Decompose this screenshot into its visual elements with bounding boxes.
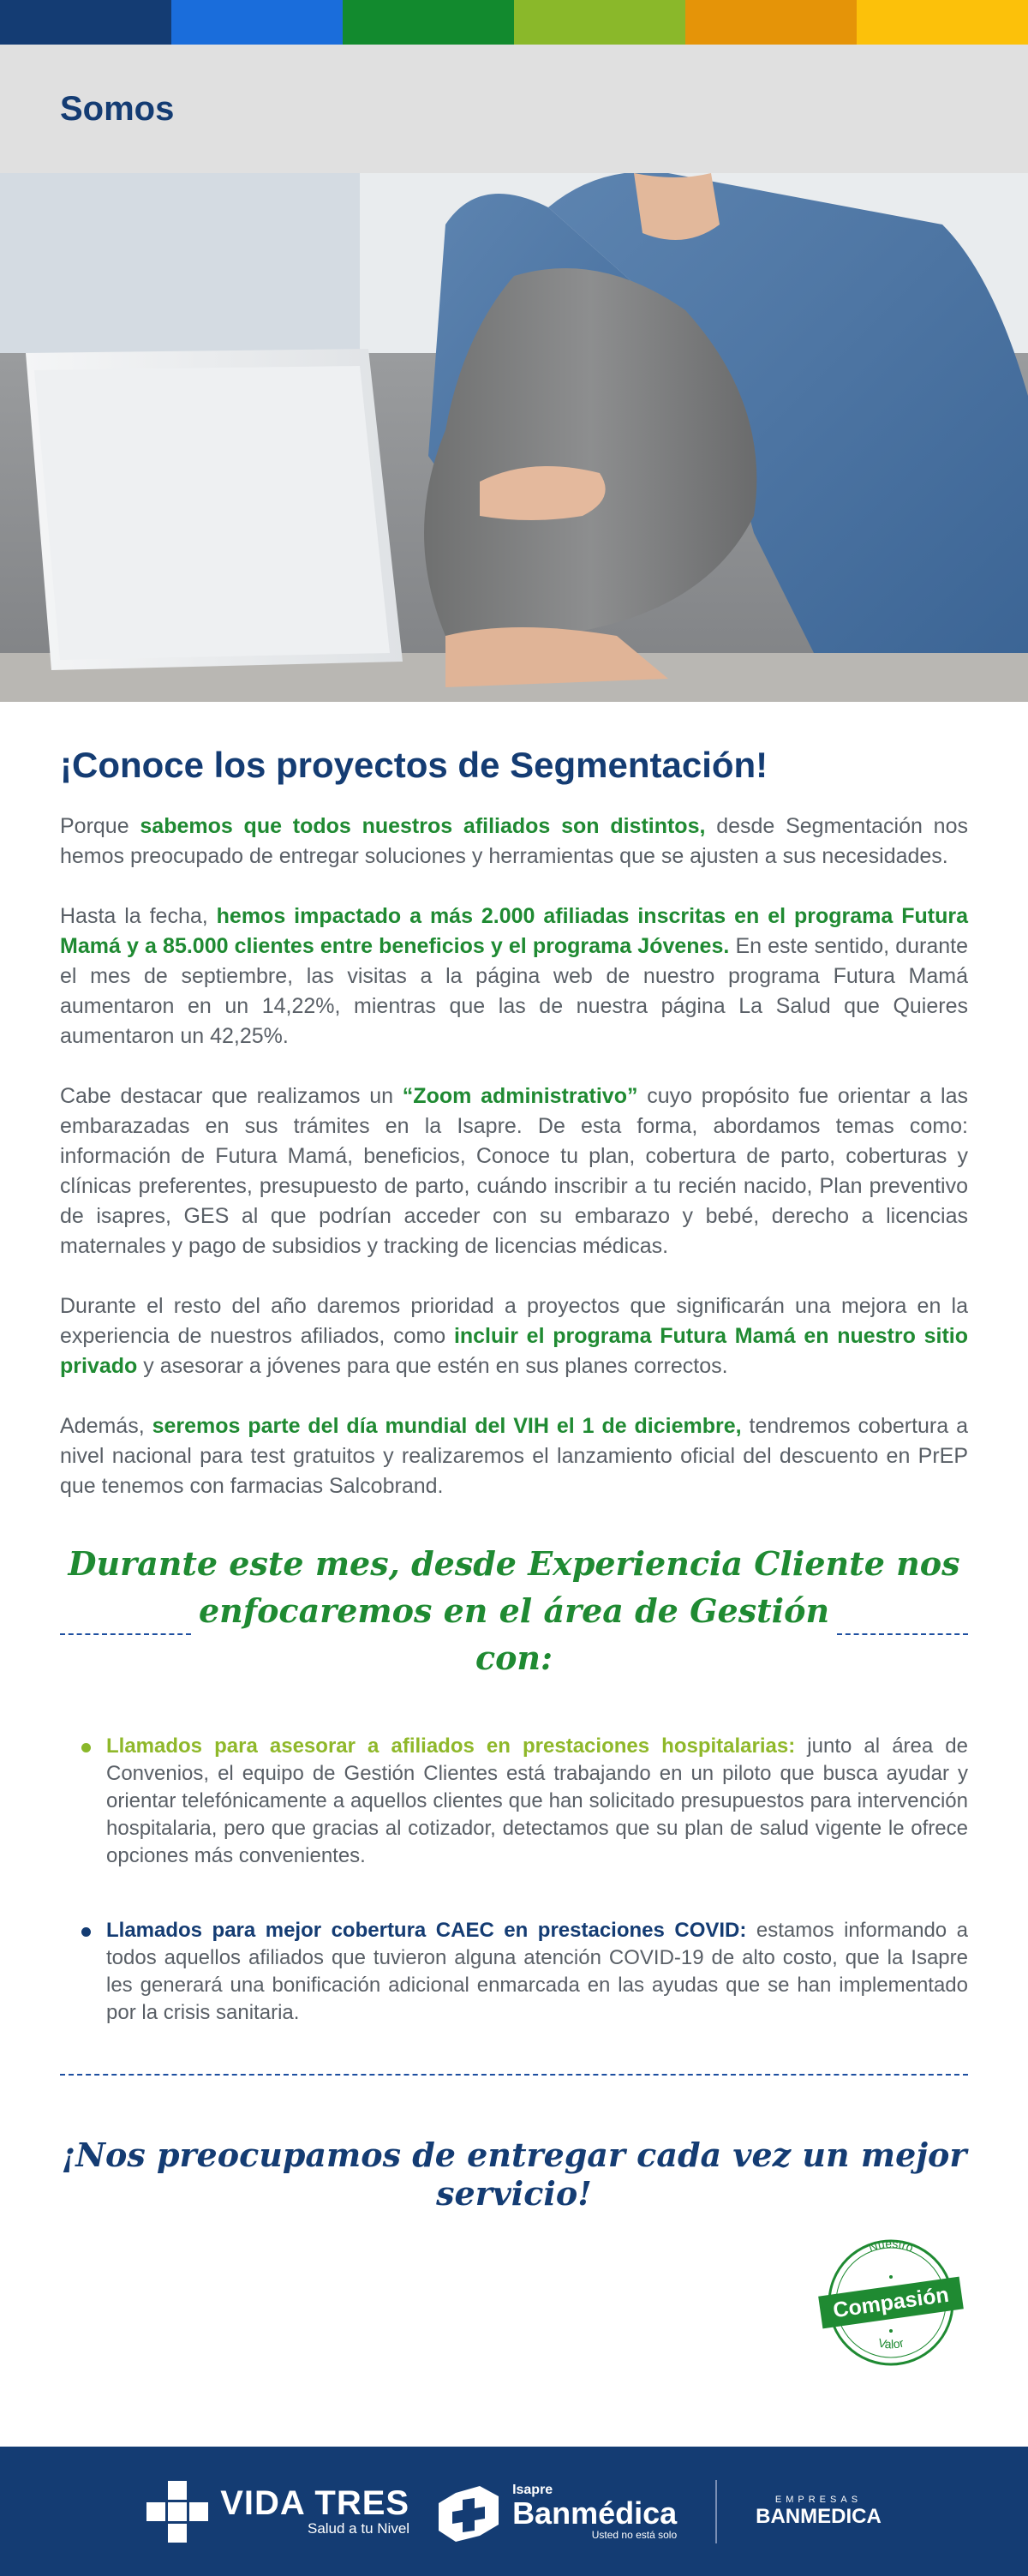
paragraph-text: Durante el resto del año daremos prioridad a proyectos que significarán una mejora en la experiencia de nuestros afiliados, como xyxy=(60,1294,968,1348)
empresas-banmedica-logo[interactable] xyxy=(756,2495,882,2529)
dashed-divider xyxy=(837,1633,968,1635)
banmedica-logo[interactable] xyxy=(430,2477,677,2546)
list-item-body: junto al área de Convenios, el equipo de Gestión Clientes está trabajando en un piloto que busca ayudar y orientar telefónicamente a aquellos clientes que han solicitado presupuestos para intervención hospitalaria, pero que gracias al cotizador, detectamos que su plan de salud vigente le ofrece opciones más convenientes. xyxy=(106,1734,969,1867)
bullet-dot-icon xyxy=(81,1927,91,1937)
paragraph xyxy=(60,812,968,872)
paragraph xyxy=(60,902,968,1051)
paragraph-highlight: “Zoom administrativo” xyxy=(402,1084,638,1108)
list-item-text xyxy=(106,1733,968,1870)
color-stripe xyxy=(343,0,514,45)
color-stripe xyxy=(514,0,685,45)
paragraph-text: y asesorar a jóvenes para que estén en sus planes correctos. xyxy=(137,1354,728,1378)
paragraph-highlight: hemos impactado a más 2.000 afiliadas inscritas en el programa Futura Mamá y a 85.000 clientes entre beneficios y el programa Jóvenes. xyxy=(60,904,968,958)
paragraph-highlight: incluir el programa Futura Mamá en nuestro sitio privado xyxy=(60,1324,968,1378)
pregnant-woman-laptop-photo xyxy=(0,173,1028,702)
paragraph-text: tendremos cobertura a nivel nacional para test gratuitos y realizaremos el lanzamiento oficial del descuento en PrEP que tenemos con farmacias Salcobrand. xyxy=(60,1414,968,1498)
badge-main-text: Compasión xyxy=(831,2282,951,2323)
banmedica-cross-icon xyxy=(430,2477,507,2546)
paragraph-text: En este sentido, durante el mes de septiembre, las visitas a la página web de nuestro programa Futura Mamá aumentaron en un 14,22%, mientras que las de nuestra página La Salud que Quieres aumentaron un 42,25%. xyxy=(60,934,969,1048)
list-item-text xyxy=(106,1917,968,2027)
vidatres-icon xyxy=(146,2481,208,2543)
bullet-dot-icon xyxy=(81,1743,91,1752)
badge-area xyxy=(0,2213,1028,2401)
section-heading xyxy=(60,1540,968,1681)
list-item xyxy=(81,1917,968,2027)
paragraph-highlight: seremos parte del día mundial del VIH el 1 de diciembre, xyxy=(152,1414,742,1438)
paragraph-text: Porque xyxy=(60,814,140,838)
badge-top-text: Nuestro xyxy=(866,2236,916,2255)
paragraph xyxy=(60,1081,968,1261)
vidatres-tagline: Salud a tu Nivel xyxy=(307,2519,410,2537)
section-title: Somos xyxy=(60,89,175,128)
empresas-label: EMPRESAS xyxy=(774,2494,863,2505)
badge-bottom-text: Valor xyxy=(876,2335,905,2351)
banmedica-isapre-label: Isapre xyxy=(512,2482,553,2497)
list-item-lead: Llamados para mejor cobertura CAEC en prestaciones COVID: xyxy=(106,1919,747,1942)
dashed-divider xyxy=(60,1633,191,1635)
compassion-badge xyxy=(818,2230,972,2375)
list-item xyxy=(81,1733,968,1870)
color-stripe xyxy=(685,0,857,45)
dashed-divider xyxy=(60,2074,968,2076)
hero-photo xyxy=(0,173,1028,702)
section-heading-line2: enfocaremos en el área de Gestión con: xyxy=(198,1591,830,1677)
section-header xyxy=(0,45,1028,173)
banmedica-tagline: Usted no está solo xyxy=(591,2528,678,2541)
svg-text:Nuestro xyxy=(867,2237,916,2255)
vidatres-name: VIDA TRES xyxy=(220,2483,410,2522)
list-item-body: estamos informando a todos aquellos afiliados que tuvieron alguna atención COVID-19 de alto costo, que la Isapre les generará una bonificación adicional enmarcada en las ayudas que se han implementado por la crisis sanitaria. xyxy=(106,1919,969,2024)
paragraph-text: Cabe destacar que realizamos un xyxy=(60,1084,403,1108)
banmedica-name: Banmédica xyxy=(512,2495,678,2531)
footer xyxy=(0,2447,1028,2576)
closing-message: ¡Nos preocupamos de entregar cada vez un mejor servicio! xyxy=(61,2136,967,2213)
paragraph xyxy=(60,1291,968,1381)
paragraph-text: Hasta la fecha, xyxy=(60,904,217,928)
paragraph-text: cuyo propósito fue orientar a las embarazadas en sus trámites en la Isapre. De esta forma, abordamos temas como: información de Futura Mamá, beneficios, Conoce tu plan, cobertura de parto, coberturas y clínicas preferentes, presupuesto de parto, cuándo inscribir a tu recién nacido, Plan preventivo de isapres, GES al que podrían acceder con su embarazo y bebé, derecho a licencias maternales y pago de subsidios y tracking de licencias médicas. xyxy=(60,1084,968,1258)
brand-color-bar xyxy=(0,0,1028,45)
main-title: ¡Conoce los proyectos de Segmentación! xyxy=(60,745,768,785)
paragraph-highlight: sabemos que todos nuestros afiliados son distintos, xyxy=(140,814,706,838)
list-item-lead: Llamados para asesorar a afiliados en prestaciones hospitalarias: xyxy=(106,1734,796,1758)
vidatres-logo[interactable] xyxy=(146,2481,409,2543)
paragraph-text: Además, xyxy=(60,1414,152,1438)
color-stripe xyxy=(0,0,171,45)
paragraph xyxy=(60,1411,968,1501)
empresas-name: BANMEDICA xyxy=(756,2504,882,2528)
color-stripe xyxy=(857,0,1028,45)
section-heading-line1: Durante este mes, desde Experiencia Cliente nos xyxy=(68,1544,960,1583)
bullet-list xyxy=(0,1681,1028,2027)
svg-text:Valor xyxy=(877,2335,905,2351)
paragraph-text: desde Segmentación nos hemos preocupado de entregar soluciones y herramientas que se ajusten a sus necesidades. xyxy=(60,814,968,868)
color-stripe xyxy=(171,0,343,45)
footer-separator xyxy=(715,2480,717,2543)
